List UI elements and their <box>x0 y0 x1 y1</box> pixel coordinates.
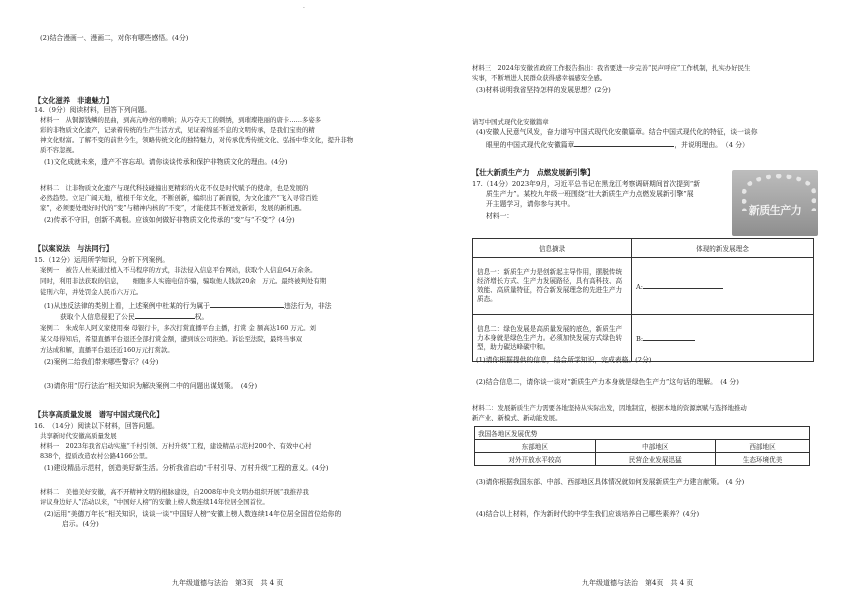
question-15-1-text-c: 获取个人信息侵犯了公民 <box>60 313 135 321</box>
question-15-stem: 15.（12分）运用所学知识，分析下列案例。 <box>34 256 170 264</box>
question-16-3: (3)材料说明我省坚持怎样的发展思想？(2分) <box>476 86 611 94</box>
section-heading-culture: 【文化滋养 非遗魅力】 <box>34 96 114 105</box>
q16-material-3-line-1: 材料三 2024年安徽省政府工作报告指出：我省要进一步完善“民声呼应”工作机制，扎实办好民生 <box>472 64 751 72</box>
q16-material-1-line-2: 838个，提质改造农村公路4166公里。 <box>40 452 152 460</box>
header-mark: . <box>303 3 305 10</box>
table-cell-info-1: 信息一：新质生产力是创新起主导作用，摆脱传统经济增长方式、生产力发展路径，具有高科技、高效能、高质量特征，符合新发展理念的先进生产力质态。 <box>473 258 632 315</box>
section-heading-development: 【共享高质量发展 谱写中国式现代化】 <box>34 410 164 419</box>
table-cell-answer-a[interactable] <box>632 258 814 315</box>
advantage-east: 对外开放水平较高 <box>475 453 596 466</box>
q16-note: 请写中国式现代化安徽篇章 <box>472 118 549 126</box>
table-header-concept: 体现的新发展理念 <box>632 239 814 258</box>
table-cell-info-2: 信息二：绿色发展是高质量发展的底色，新质生产力本身就是绿色生产力。必须加快发展方式绿色转型，助力碳达峰碳中和。 <box>473 315 632 362</box>
region-west: 西部地区 <box>716 440 810 453</box>
page-4 <box>430 0 860 608</box>
question-15-1-part-b <box>60 311 208 322</box>
question-15-1-text-d: 权。 <box>194 313 209 321</box>
advantage-west: 生态环境优美 <box>716 453 810 466</box>
question-17-3: (3)请你根据我国东部、中部、西部地区具体情况就如何发展新质生产力建言献策。 (4 分) <box>476 478 745 486</box>
question-17-stem-line-3: 开主题学习，请你参与其中。 <box>486 200 575 208</box>
case-2-line-3: 方达成和解，直播平台退还近160万元打赏款。 <box>40 346 174 354</box>
answer-label-b: B: <box>636 335 644 343</box>
image-caption: 新质生产力 <box>748 204 802 217</box>
question-16-2-line-2: 启示。(4分) <box>62 520 99 528</box>
question-16-1: (1)建设精品示范村，创造美好新生活。分析我省启动“千村引导、万村升级”工程的意义。(4分) <box>44 464 329 472</box>
regional-advantage-table <box>474 426 810 466</box>
footer-page-4: 九年级道德与法治 第4页 共 4 页 <box>582 579 694 587</box>
new-productivity-image <box>732 170 818 236</box>
question-13-2: (2)结合漫画一、漫画二，对你有哪些感悟。(4分) <box>40 34 189 42</box>
q16-material-2-line-2: 评议身边好人”活动以来，“中国好人榜”的安徽上榜人数连续14年位居全国首位。 <box>40 498 269 506</box>
table-cell-answer-b[interactable] <box>632 315 814 362</box>
answer-label-a: A: <box>636 283 643 291</box>
question-17-stem-line-2: 质生产力”。某校九年级一班围绕“壮大新质生产力点燃发展新引擎”展 <box>486 190 694 198</box>
answer-blank-b[interactable] <box>643 333 695 341</box>
section-heading-productivity: 【壮大新质生产力 点燃发展新引擎】 <box>472 168 595 177</box>
question-17-2: (2)结合信息二，请你谈一谈对“新质生产力本身就是绿色生产力”这句话的理解。 (4 分) <box>476 378 739 386</box>
region-east: 东部地区 <box>475 440 596 453</box>
answer-blank-a[interactable] <box>643 281 723 289</box>
answer-blank-1[interactable] <box>210 300 284 308</box>
case-1-line-1: 案例一 被告人杜某通过植入不马程序的方式，非法侵入信息平台网站，获取个人信息64万余条。 <box>40 266 317 274</box>
question-17-4: (4)结合以上材料，作为新时代的中学生我们应该培养自己哪些素养？(4分) <box>476 510 700 518</box>
advantage-central: 民营企业发展迅猛 <box>595 453 716 466</box>
question-16-4-line-1: (4)安徽人民意气风发，奋力谱写中国式现代化安徽篇章。结合中国式现代化的特征，谈一谈你 <box>476 128 758 136</box>
q17-material-2-line-1: 材料二：发展新质生产力需要各地坚持从实际出发，因地制宜，根据本地的资源禀赋与选择地推动 <box>472 404 747 412</box>
q14-material-2-line-2: 必然趋势。立足广阔天地，植根千年文化，不断创新，编织出了新面貌，为文化遗产“飞入寻常百姓 <box>40 194 319 202</box>
case-1-line-2: 同时，利用非法获取的信息， 细胞多人实施电信诈骗，骗取他人钱款20余 万元。最终被判处有期 <box>40 277 327 285</box>
q16-material-1-line-1: 材料一 2023年我省启动实施“千村引领、万村升级”工程，建设精品示范村200个、有效中心村 <box>40 442 312 450</box>
q14-material-2-line-1: 材料二 让非物质文化遗产与现代科技碰撞出更精彩的火花不仅是时代赋予的使命，也是发展的 <box>40 184 309 192</box>
answer-blank-3[interactable] <box>574 139 674 147</box>
question-16-4-line-2 <box>486 139 749 150</box>
question-14-1: (1)文化成就未来，遗产不容忘却。请你谈谈传承和保护非物质文化的理由。(4分) <box>44 158 288 166</box>
q16-material-3-line-2: 实事，不断增进人民群众获得感幸福感安全感。 <box>472 74 607 82</box>
footer-page-3: 九年级道德与法治 第3页 共 4 页 <box>172 579 284 587</box>
question-16-4-text-b: ，并说明理由。 （4 分） <box>674 141 749 149</box>
advantage-table-title: 我国各地区发展优势 <box>475 427 810 440</box>
table-header-excerpt: 信息摘录 <box>473 239 632 258</box>
q14-material-2-line-3: 家”，必须要处理好时代的“变”与精神内核的“不变”，才能使其不断迸发新彩，发展的新机遇。 <box>40 204 306 212</box>
question-15-2: (2)案例二给我们带来哪些警示？(4分) <box>44 358 159 366</box>
concept-table <box>472 238 814 362</box>
q16-material-2-line-1: 材料二 美德美好安徽，高不开精神文明的根脉建设，自2008年中央文明办组织开展“我推荐我 <box>40 488 309 496</box>
question-15-3: (3)请你用“厉行法治”相关知识为解决案例二中的问题出谋划策。 (4分) <box>44 382 258 390</box>
case-2-line-1: 案例二 朱成年人阿义家使用秦 母银行卡，多次打赏直播平台主播，打赏 金 额高达160 万元。刘 <box>40 324 316 332</box>
question-16-stem: 16. （14分）阅读以下材料，回答问题。 <box>34 422 159 430</box>
q14-material-1-line-2: 彩的非物质文化遗产，记录着传统的生产生活方式，见证着绵延不息的文明传承，是我们宝贵的精 <box>40 126 315 134</box>
case-1-line-3: 徒刑六年，并处罚金人民币六万元。 <box>40 288 143 296</box>
question-17-1: (1)请你根据提供的信息，结合所学知识，完成表格。(2分) <box>476 356 652 364</box>
question-15-1-text-b: 违法行为，非法 <box>283 302 332 310</box>
q14-material-1-line-3: 神文化财富。了解不变的前世今生，领略传统文化的独特魅力，对传承优秀传统文化、弘扬中华文化，提升非物 <box>40 136 354 144</box>
question-16-4-text-a: 眼里的中国式现代化安徽篇章 <box>486 141 575 149</box>
q17-material-1-label: 材料一： <box>486 212 514 220</box>
question-14-2: (2)传承不守旧，创新不离根。应该如何做好非物质文化传承的“变”与“不变”？(4分) <box>44 216 295 224</box>
question-15-1-text-a: (1)从违反法律的类别上看，上述案例中杜某的行为属于 <box>44 302 210 310</box>
q14-material-1-line-1: 材料一 从铜源钱鳞的昆曲，到高亢峥亮的唢呐；从巧夺天工的刺绣，到璀璨艳丽的唐卡……多姿多 <box>40 116 322 124</box>
region-central: 中部地区 <box>595 440 716 453</box>
q17-material-2-line-2: 新产业、新模式、新动能发展。 <box>472 414 562 422</box>
section-heading-law: 【以案说法 与法同行】 <box>34 244 114 253</box>
q16-subtitle: 共享新时代安徽高质量发展 <box>40 432 117 440</box>
answer-blank-2[interactable] <box>135 311 195 319</box>
question-15-1-part-a <box>44 300 332 311</box>
case-2-line-2: 某父母得知后，希望直播平台退还全部打赏金额，遭到该公司拒绝。诉讼至法院，最终当事双 <box>40 335 303 343</box>
question-14-stem: 14.（9分）阅读材料，回答下列问题。 <box>34 106 152 114</box>
q14-material-1-line-4: 质不容忽视。 <box>40 146 79 154</box>
question-16-2-line-1: (2)运用“美德万年长”相关知识，谈谈一谈“中国好人榜”安徽上榜人数连续14年位居全国首位给你的 <box>44 510 342 518</box>
question-17-stem-line-1: 17.（14分）2023年9月，习近平总书记在黑龙江考察调研期间首次提到“新 <box>472 180 701 188</box>
